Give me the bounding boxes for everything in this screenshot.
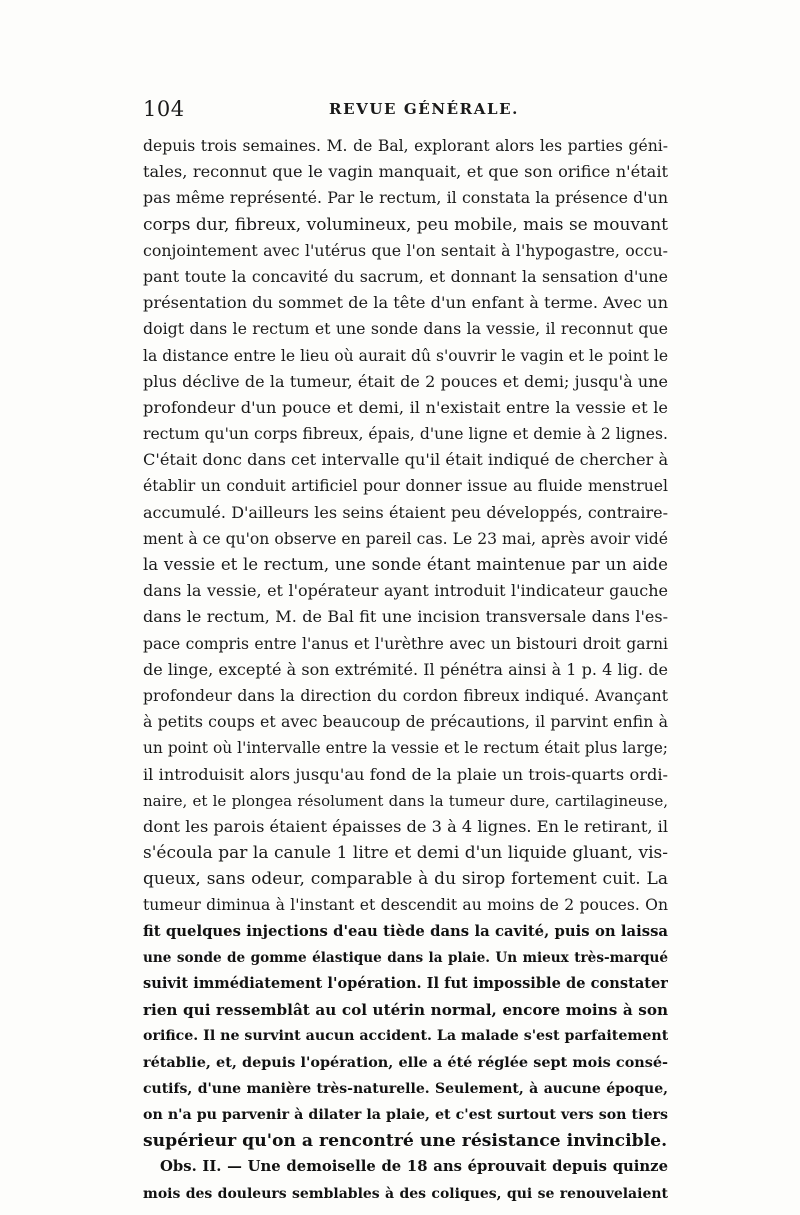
text-line: la distance entre le lieu où aurait dû s'ouvrir le vagin et le point le [143,346,668,365]
text-line: tumeur diminua à l'instant et descendit au moins de 2 pouces. On [143,896,668,915]
text-line: rectum qu'un corps fibreux, épais, d'une ligne et demie à 2 lignes. [143,425,668,444]
text-line: plus déclive de la tumeur, était de 2 pouces et demi; jusqu'à une [143,371,668,391]
text-line: corps dur, fibreux, volumineux, peu mobile, mais se mouvant [143,214,668,235]
text-line: dont les parois étaient épaisses de 3 à 4 lignes. En le retirant, il [143,816,668,836]
text-line: C'était donc dans cet intervalle qu'il était indiqué de chercher à [143,450,668,470]
text-line: à petits coups et avec beaucoup de précautions, il parvint enfin à [143,712,668,732]
text-line: profondeur d'un pouce et demi, il n'existait entre la vessie et le [143,397,668,417]
observation-heading-line: Obs. II. — Une demoiselle de 18 ans éprouvait depuis quinze [160,1158,668,1176]
text-line: tales, reconnut que le vagin manquait, et que son orifice n'était [143,162,668,182]
text-line: établir un conduit artificiel pour donner issue au fluide menstruel [143,477,668,496]
text-line: suivit immédiatement l'opération. Il fut impossible de constater [143,975,668,992]
text-line: présentation du sommet de la tête d'un enfant à terme. Avec un [143,293,668,313]
text-line: dans le rectum, M. de Bal fit une incision transversale dans l'es- [143,607,668,627]
paragraph-end-line: supérieur qu'on a rencontré une résistance invincible. [143,1131,668,1152]
text-line: conjointement avec l'utérus que l'on sentait à l'hypogastre, occu- [143,240,668,260]
text-line: il introduisit alors jusqu'au fond de la plaie un trois-quarts ordi- [143,764,668,784]
text-line: queux, sans odeur, comparable à du sirop fortement cuit. La [143,869,668,890]
text-line: une sonde de gomme élastique dans la plaie. Un mieux très-marqué [143,949,668,966]
running-head [143,96,668,122]
text-line: orifice. Il ne survint aucun accident. La malade s'est parfaitement [143,1028,668,1045]
body-text [143,133,668,1207]
text-line: cutifs, d'une manière très-naturelle. Seulement, à aucune époque, [143,1080,668,1097]
text-line: rétablie, et, depuis l'opération, elle a été réglée sept mois consé- [143,1053,668,1071]
text-line: rien qui ressemblât au col utérin normal, encore moins à son [143,1001,668,1020]
text-line: pace compris entre l'anus et l'urèthre avec un bistouri droit garni [143,634,668,653]
text-line: on n'a pu parvenir à dilater la plaie, et c'est surtout vers son tiers [143,1106,668,1123]
text-line: ment à ce qu'on observe en pareil cas. Le 23 mai, après avoir vidé [143,529,668,548]
text-line: fit quelques injections d'eau tiède dans la cavité, puis on laissa [143,922,668,940]
text-line: naire, et le plongea résolument dans la tumeur dure, cartilagineuse, [143,791,668,810]
text-line: doigt dans le rectum et une sonde dans la vessie, il reconnut que [143,319,668,339]
text-line: s'écoula par la canule 1 litre et demi d'un liquide gluant, vis- [143,843,668,864]
text-line: dans la vessie, et l'opérateur ayant introduit l'indicateur gauche [143,581,668,601]
text-line: mois des douleurs semblables à des coliques, qui se renouvelaient [143,1185,668,1202]
text-line: la vessie et le rectum, une sonde étant maintenue par un aide [143,555,668,574]
running-title: REVUE GÉNÉRALE. [329,100,519,118]
text-line: pant toute la concavité du sacrum, et donnant la sensation d'une [143,266,668,286]
text-line: profondeur dans la direction du cordon fibreux indiqué. Avançant [143,686,668,705]
text-line: de linge, excepté à son extrémité. Il pénétra ainsi à 1 p. 4 lig. de [143,659,668,679]
text-line: depuis trois semaines. M. de Bal, explorant alors les parties géni- [143,137,668,155]
page-number: 104 [143,97,185,121]
text-line: accumulé. D'ailleurs les seins étaient peu développés, contraire- [143,502,668,522]
text-line: pas même représenté. Par le rectum, il constata la présence d'un [143,188,668,208]
text-line: un point où l'intervalle entre la vessie et le rectum était plus large; [143,739,668,758]
